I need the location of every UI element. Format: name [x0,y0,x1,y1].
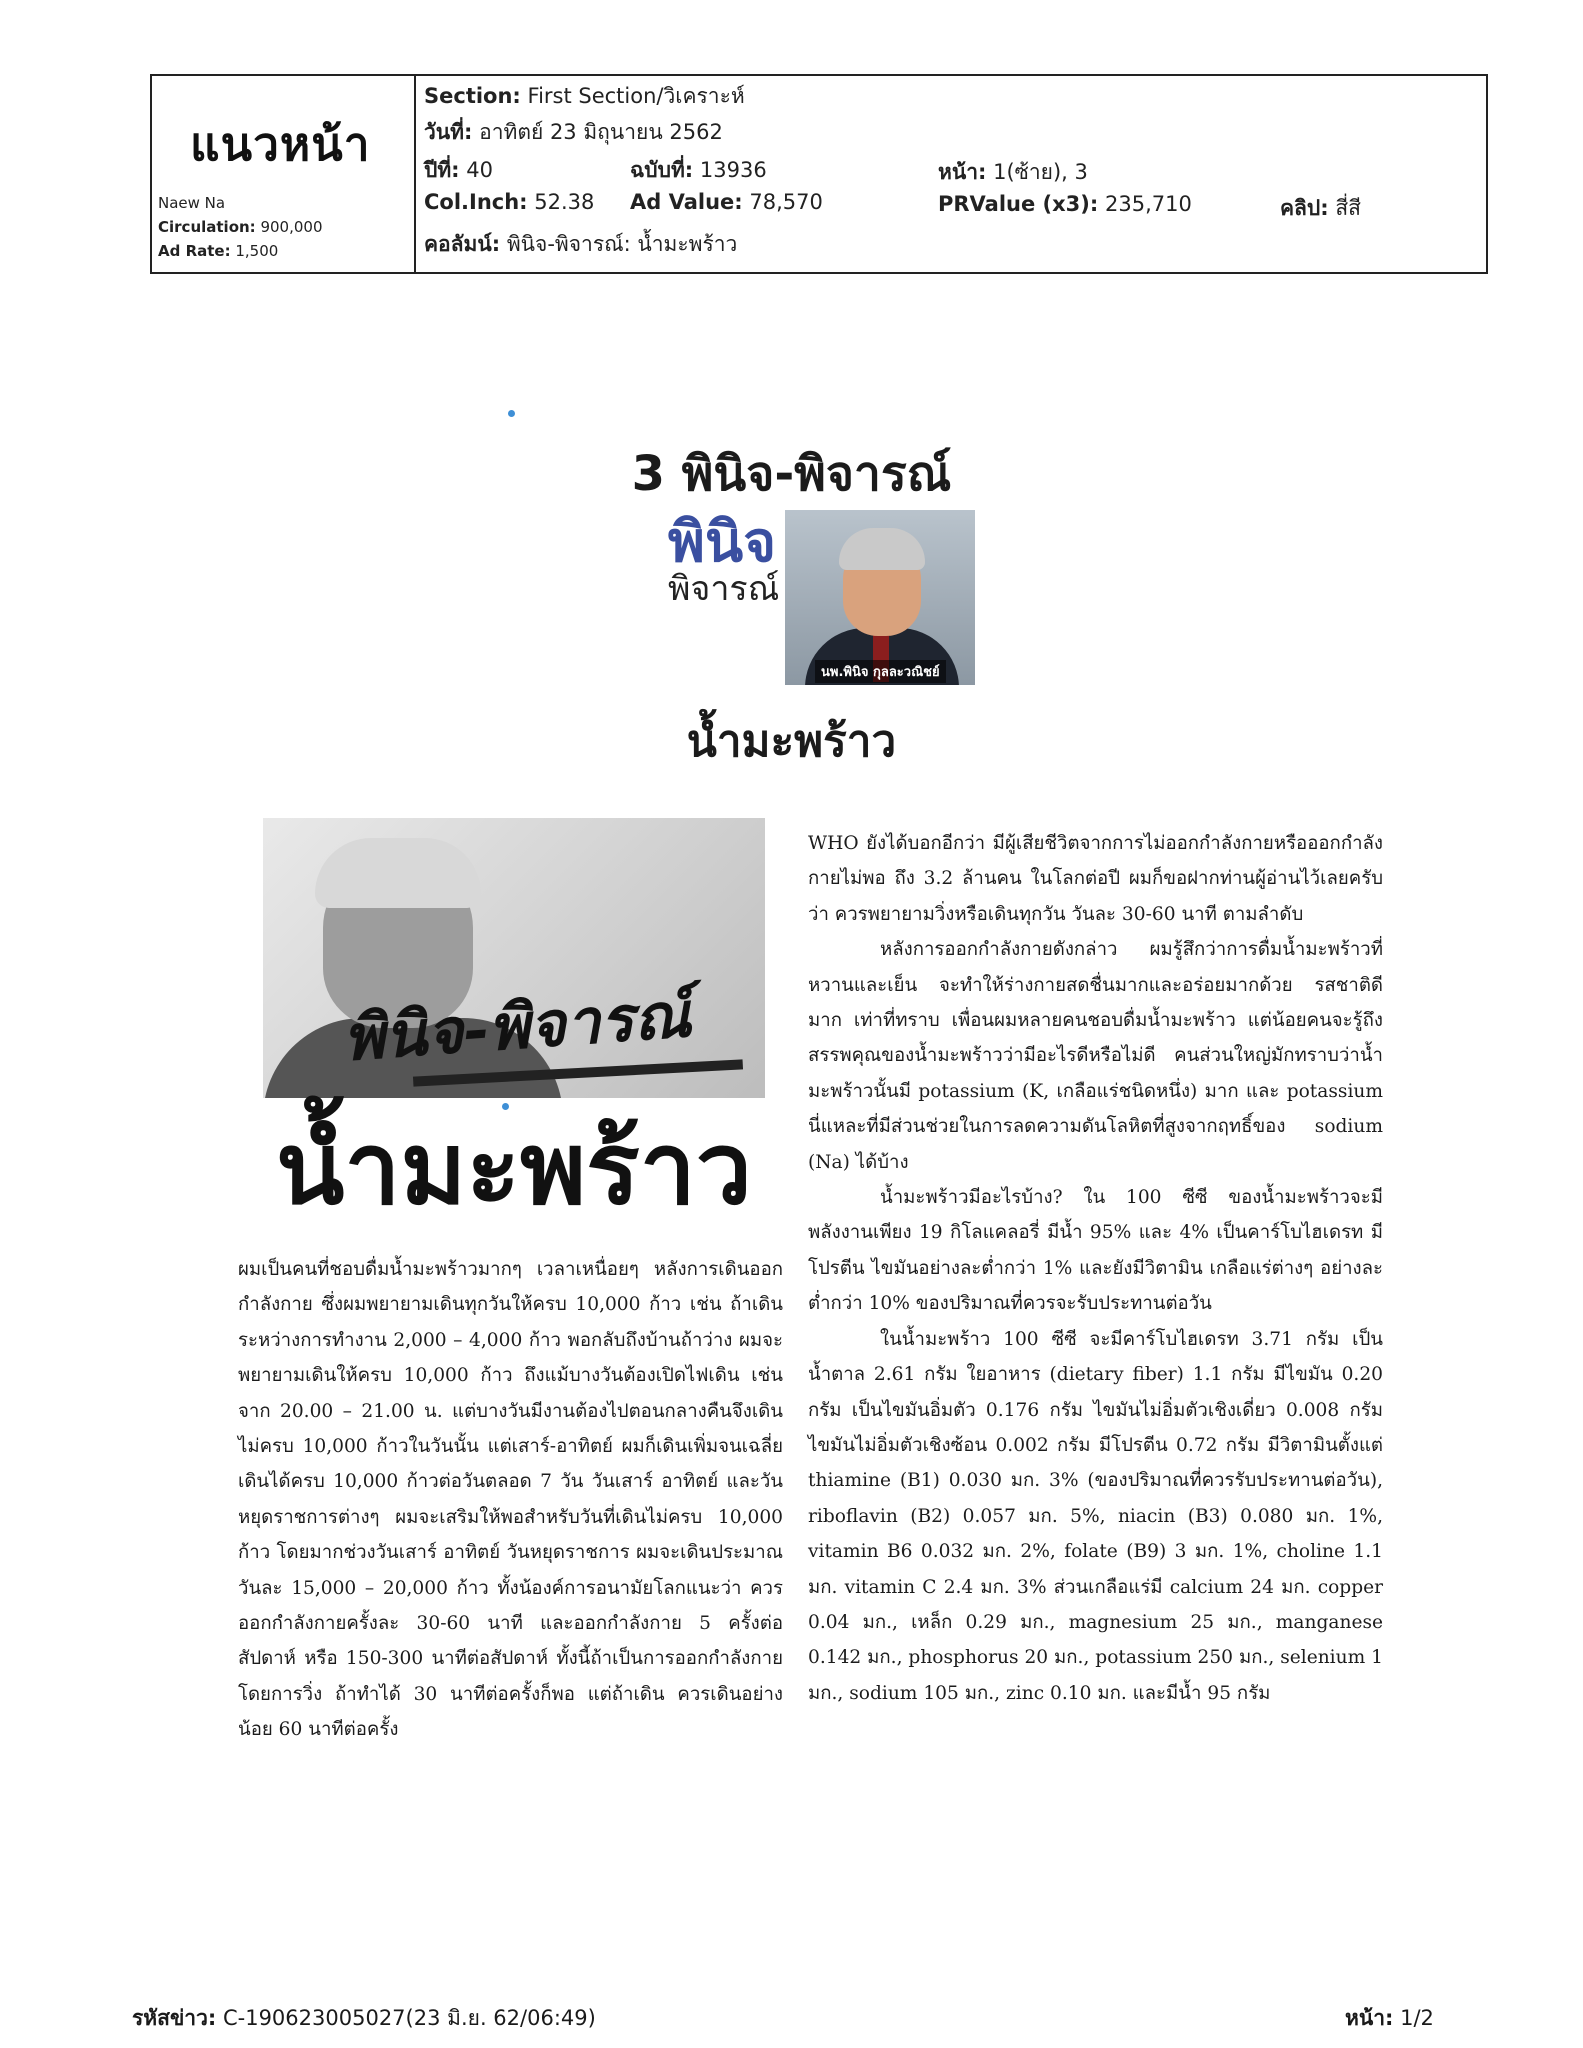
colinch-label: Col.Inch: [424,190,528,214]
colinch-field [424,190,594,214]
article-paragraph: หลังการออกกำลังกายดังกล่าว ผมรู้สึกว่าการดื่มน้ำมะพร้าวที่หวานและเย็น จะทำให้ร่างกายสดชื่นมากและอร่อยมากด้วย รสชาติดีมาก เท่าที่ทราบ เพื่อนผมหลายคนชอบดื่มน้ำมะพร้าว แต่น้อยคนจะรู้ถึงสรรพคุณของน้ำมะพร้าวว่ามีอะไรดีหรือไม่ดี คนส่วนใหญ่มักทราบว่าน้ำมะพร้าวนั้นมี potassium (K, เกลือแร่ชนิดหนึ่ง) มาก และ potassium นี่แหละที่มีส่วนช่วยในการลดความดันโลหิตที่สูงจากฤทธิ์ของ sodium (Na) ได้บ้าง [808,939,1383,1173]
circulation [158,218,323,236]
year-label: ปีที่: [424,158,460,182]
brand-line-2: พิจารณ์ [668,569,780,609]
news-code-label: รหัสข่าว: [132,2006,217,2030]
article-left-column [238,1252,783,1748]
circulation-label: Circulation: [158,218,256,236]
circulation-value: 900,000 [260,218,323,236]
year-value: 40 [466,158,493,182]
author-portrait [785,510,975,685]
page-title: 3 พินิจ-พิจารณ์ [631,446,952,502]
issue-value: 13936 [699,158,767,182]
clip-field [1280,192,1361,225]
issue-field [630,154,767,187]
article-paragraph: ผมเป็นคนที่ชอบดื่มน้ำมะพร้าวมากๆ เวลาเหนื่อยๆ หลังการเดินออกกำลังกาย ซึ่งผมพยายามเดินทุกวันให้ครบ 10,000 ก้าว เช่น ถ้าเดินระหว่างการทำงาน 2,000 – 4,000 ก้าว พอกลับถึงบ้านถ้าว่าง ผมจะพยายามเดินให้ครบ 10,000 ก้าว ถึงแม้บางวันต้องเปิดไฟเดิน เช่น จาก 20.00 – 21.00 น. แต่บางวันมีงานต้องไปตอนกลางคืนจึงเดินไม่ครบ 10,000 ก้าวในวันนั้น แต่เสาร์-อาทิตย์ ผมก็เดินเพิ่มจนเฉลี่ยเดินได้ครบ 10,000 ก้าวต่อวันตลอด 7 วัน วันเสาร์ อาทิตย์ และวันหยุดราชการต่างๆ ผมจะเสริมให้พอสำหรับวันที่เดินไม่ครบ 10,000 ก้าว โดยมากช่วงวันเสาร์ อาทิตย์ วันหยุดราชการ ผมจะเดินประมาณวันละ 15,000 – 20,000 ก้าว ทั้งน้องค์การอนามัยโลกแนะว่า ควรออกกำลังกายครั้งละ 30-60 นาที และออกกำลังกาย 5 ครั้งต่อสัปดาห์ หรือ 150-300 นาทีต่อสัปดาห์ ทั้งนี้ถ้าเป็นการออกกำลังกายโดยการวิ่ง ถ้าทำได้ 30 นาทีต่อครั้งก็พอ แต่ถ้าเดิน ควรเดินอย่างน้อย 60 นาทีต่อครั้ง [238,1259,783,1741]
clip-label: คลิป: [1280,196,1329,220]
prvalue-value: 235,710 [1104,192,1192,216]
section-value: First Section/วิเคราะห์ [527,84,745,108]
clipping-header [150,74,1488,274]
news-code-value: C-190623005027(23 มิ.ย. 62/06:49) [222,2006,596,2030]
author-caption: นพ.พินิจ กุลละวณิชย์ [815,660,946,683]
page-number-label: หน้า: [1345,2006,1394,2030]
page-number [1345,2002,1434,2035]
advalue-field [630,190,823,214]
prvalue-label: PRValue (x3): [938,192,1099,216]
column-value: พินิจ-พิจารณ์: น้ำมะพร้าว [506,232,738,256]
page-value: 1(ซ้าย), 3 [993,160,1088,184]
clip-value: สี่สี [1335,196,1361,220]
ad-rate-value: 1,500 [235,242,279,260]
issue-label: ฉบับที่: [630,158,694,182]
article-heading: น้ำมะพร้าว [686,716,897,767]
page-label: หน้า: [938,160,987,184]
page-field [938,156,1088,189]
advalue-value: 78,570 [749,190,823,214]
column-label: คอลัมน์: [424,232,501,256]
column-field [424,228,737,261]
article-paragraph: ในน้ำมะพร้าว 100 ซีซี จะมีคาร์โบไฮเดรท 3.71 กรัม เป็นน้ำตาล 2.61 กรัม ใยอาหาร (dietary fiber) 1.1 กรัม มีไขมัน 0.20 กรัม เป็นไขมันอิ่มตัว 0.176 กรัม ไขมันไม่อิ่มตัวเชิงเดี่ยว 0.008 กรัม ไขมันไม่อิ่มตัวเชิงซ้อน 0.002 กรัม มีโปรตีน 0.72 กรัม มีวิตามินตั้งแต่ thiamine (B1) 0.030 มก. 3% (ของปริมาณที่ควรรับประทานต่อวัน), riboflavin (B2) 0.057 มก. 5%, niacin (B3) 0.080 มก. 1%, vitamin B6 0.032 มก. 2%, folate (B9) 3 มก. 1%, choline 1.1 มก. vitamin C 2.4 มก. 3% ส่วนเกลือแร่มี calcium 24 มก. copper 0.04 มก., เหล็ก 0.29 มก., magnesium 25 มก., manganese 0.142 มก., phosphorus 20 มก., potassium 250 มก., selenium 1 มก., sodium 105 มก., zinc 0.10 มก. และมีน้ำ 95 กรัม [808,1328,1383,1704]
ad-rate-label: Ad Rate: [158,242,231,260]
date-label: วันที่: [424,120,473,144]
section-label: Section: [424,84,521,108]
publication-logo: แนวหน้า [190,117,371,171]
brand-line-1: พินิจ [668,510,777,575]
date-value: อาทิตย์ 23 มิถุนายน 2562 [479,120,723,144]
ad-rate [158,242,278,260]
colinch-value: 52.38 [534,190,595,214]
article-paragraph: WHO ยังได้บอกอีกว่า มีผู้เสียชีวิตจากการไม่ออกกำลังกายหรือออกกำลังกายไม่พอ ถึง 3.2 ล้านคน ในโลกต่อปี ผมก็ขอฝากท่านผู้อ่านไว้เลยครับว่า ควรพยายามวิ่งหรือเดินทุกวัน วันละ 30-60 นาที ตามลำดับ [808,833,1383,925]
publication-name: Naew Na [158,194,226,212]
year-field [424,154,493,187]
advalue-label: Ad Value: [630,190,743,214]
page-number-value: 1/2 [1400,2006,1434,2030]
news-code [132,2002,596,2035]
photo-brush-title: พินิจ-พิจารณ์ [340,977,694,1076]
article-paragraph: น้ำมะพร้าวมีอะไรบ้าง? ใน 100 ซีซี ของน้ำมะพร้าวจะมีพลังงานเพียง 19 กิโลแคลอรี่ มีน้ำ 95% และ 4% เป็นคาร์โบไฮเดรท มีโปรตีน ไขมันอย่างละต่ำกว่า 1% และยังมีวิตามิน เกลือแร่ต่างๆ อย่างละต่ำกว่า 10% ของปริมาณที่ควรจะรับประทานต่อวัน [808,1187,1383,1315]
publication-panel [152,76,416,272]
article-right-column [808,826,1383,1711]
article-big-title: น้ำมะพร้าว [275,1109,753,1227]
date-field [424,116,723,149]
section-field [424,80,745,113]
article-photo [263,818,765,1098]
marker-dot [508,410,515,417]
prvalue-field [938,192,1192,216]
